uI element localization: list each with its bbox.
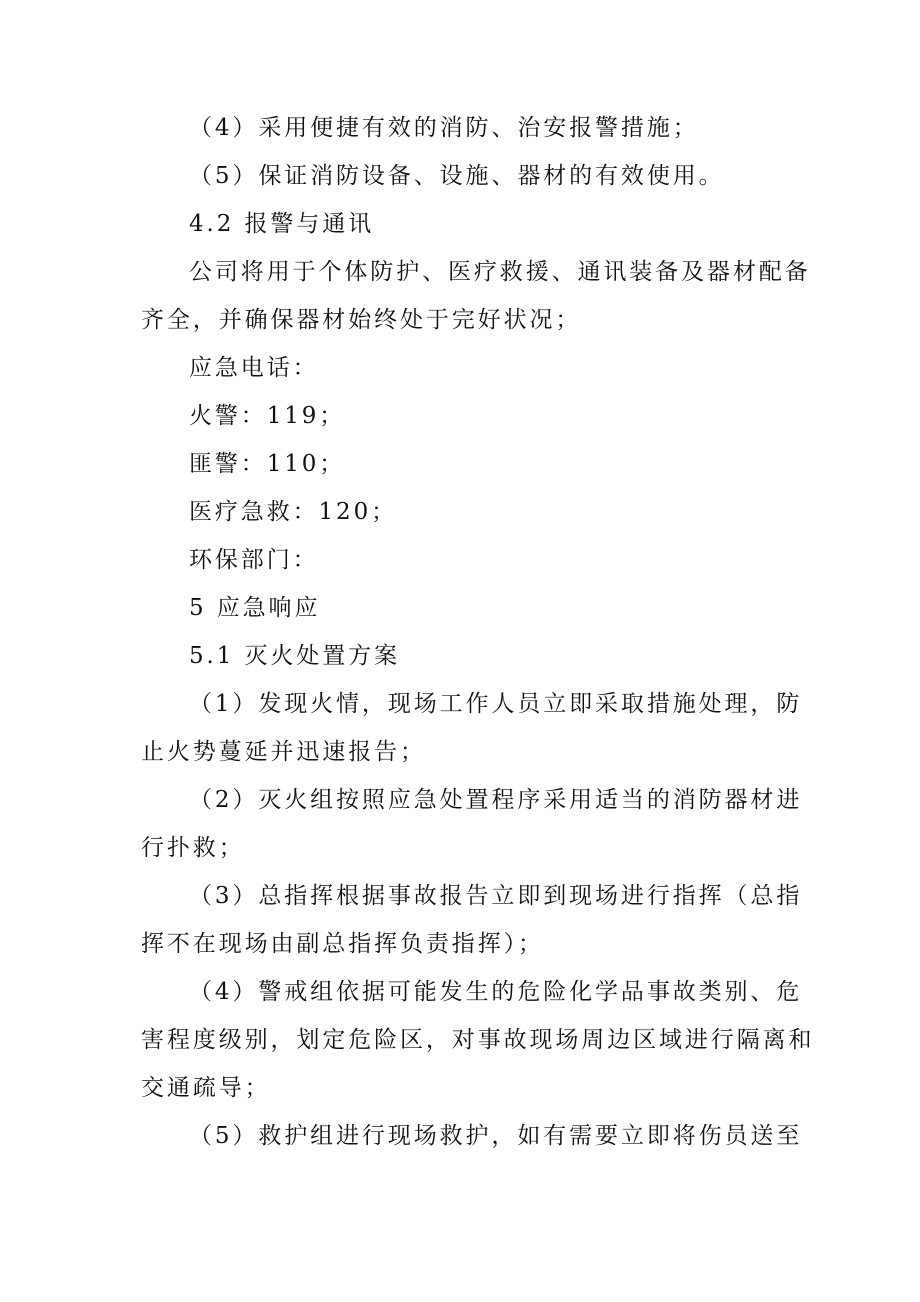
list-item-4-continued: 害程度级别，划定危险区，对事故现场周边区域进行隔离和: [141, 1027, 815, 1053]
list-item-3-continued: 挥不在现场由副总指挥负责指挥）；: [141, 931, 544, 957]
list-item-1-continued: 止火势蔓延并迅速报告；: [141, 739, 426, 765]
section-heading-4-2: 4.2 报警与通讯: [189, 211, 374, 237]
list-item-1: （1）发现火情，现场工作人员立即采取措施处理，防: [189, 691, 803, 717]
environmental-department: 环保部门：: [189, 547, 319, 573]
section-heading-5: 5 应急响应: [189, 595, 321, 621]
emergency-phone-label: 应急电话：: [189, 355, 319, 381]
list-item-4: （4）警戒组依据可能发生的危险化学品事故类别、危: [189, 979, 803, 1005]
list-item-3: （3）总指挥根据事故报告立即到现场进行指挥（总指: [189, 883, 803, 909]
list-item-2-continued: 行扑救；: [141, 835, 245, 861]
paragraph-line: 公司将用于个体防护、医疗救援、通讯装备及器材配备: [189, 259, 811, 285]
list-item-4-alarm-measures: （4）采用便捷有效的消防、治安报警措施；: [189, 115, 699, 141]
list-item-4-continued-2: 交通疏导；: [141, 1075, 271, 1101]
list-item-5-equipment-use: （5）保证消防设备、设施、器材的有效使用。: [189, 163, 725, 189]
paragraph-line: 齐全，并确保器材始终处于完好状况；: [141, 307, 582, 333]
list-item-2: （2）灭火组按照应急处置程序采用适当的消防器材进: [189, 787, 803, 813]
police-number: 匪警：110；: [189, 451, 346, 477]
list-item-5: （5）救护组进行现场救护，如有需要立即将伤员送至: [189, 1123, 803, 1149]
fire-alarm-number: 火警：119；: [189, 403, 346, 429]
medical-emergency-number: 医疗急救：120；: [189, 499, 397, 525]
section-heading-5-1: 5.1 灭火处置方案: [189, 643, 400, 669]
